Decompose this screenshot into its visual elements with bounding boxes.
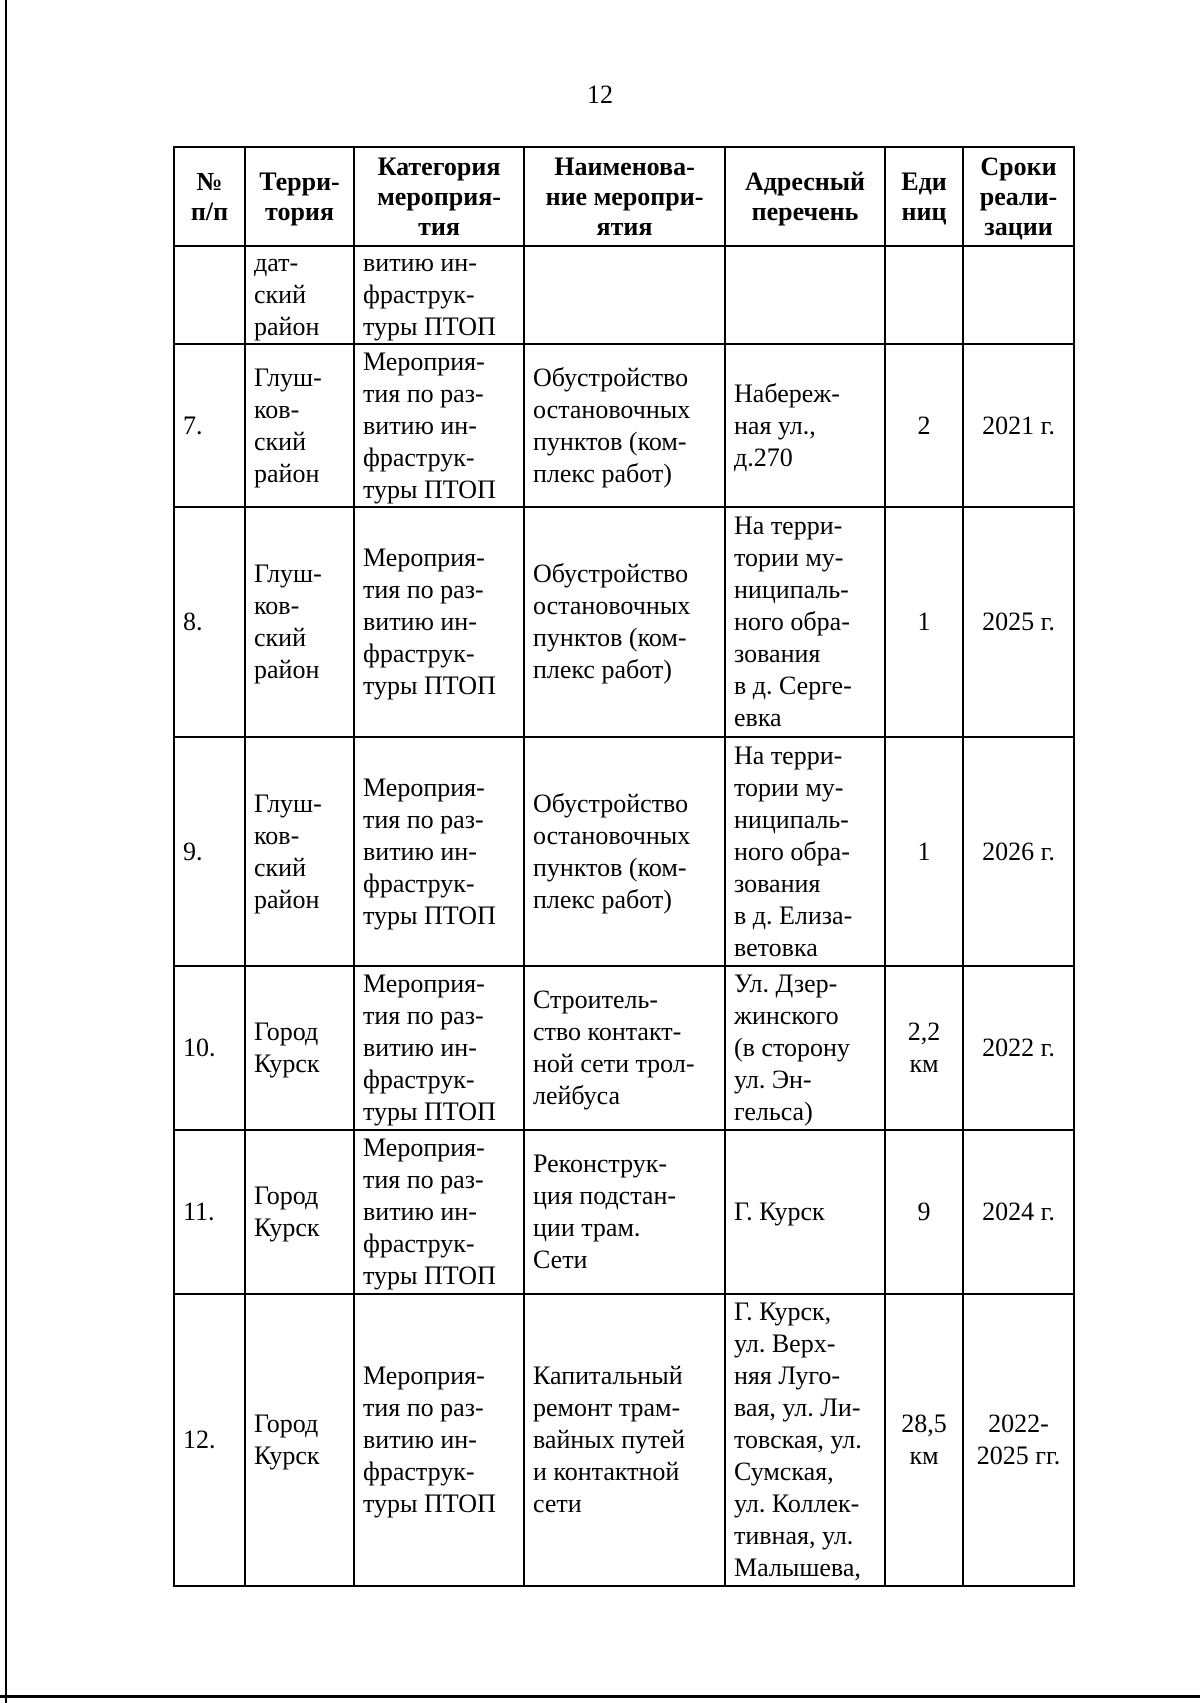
header-category: Категория мероприя- тия [354, 147, 524, 246]
row-number: 12. [174, 1294, 245, 1586]
row-units: 1 [885, 737, 963, 966]
row-address: Ул. Дзер- жинского (в сторону ул. Эн- гельса) [725, 966, 885, 1130]
header-address: Адресный перечень [725, 147, 885, 246]
measures-table [173, 146, 1075, 1587]
row-number: 10. [174, 966, 245, 1130]
row-number: 8. [174, 507, 245, 737]
row-term: 2022- 2025 гг. [963, 1294, 1074, 1586]
table-row [174, 737, 1074, 966]
row-category: Мероприя- тия по раз- витию ин- фраструк- туры ПТОП [354, 737, 524, 966]
row-term: 2024 г. [963, 1130, 1074, 1294]
row-territory: Глуш- ков- ский район [245, 737, 354, 966]
header-name: Наименова- ние меропри- ятия [524, 147, 725, 246]
row-address: На терри- тории му- ниципаль- ного обра- зования в д. Серге- евка [725, 507, 885, 737]
row-address [725, 246, 885, 344]
row-territory: Глуш- ков- ский район [245, 344, 354, 507]
row-units: 2 [885, 344, 963, 507]
header-term: Сроки реали- зации [963, 147, 1074, 246]
row-term: 2021 г. [963, 344, 1074, 507]
row-address: Г. Курск, ул. Верх- няя Луго- вая, ул. Ли- товская, ул. Сумская, ул. Коллек- тивная, ул. Малышева, [725, 1294, 885, 1586]
row-territory: Город Курск [245, 1130, 354, 1294]
table-row [174, 966, 1074, 1130]
row-address: Набереж- ная ул., д.270 [725, 344, 885, 507]
row-territory: Глуш- ков- ский район [245, 507, 354, 737]
row-units: 2,2 км [885, 966, 963, 1130]
row-name: Обустройство остановочных пунктов (ком- плекс работ) [524, 507, 725, 737]
row-number: 11. [174, 1130, 245, 1294]
row-units: 9 [885, 1130, 963, 1294]
row-name: Обустройство остановочных пунктов (ком- плекс работ) [524, 344, 725, 507]
row-territory: дат- ский район [245, 246, 354, 344]
row-territory: Город Курск [245, 1294, 354, 1586]
table-row [174, 1130, 1074, 1294]
row-category: Мероприя- тия по раз- витию ин- фраструк- туры ПТОП [354, 344, 524, 507]
row-name: Обустройство остановочных пунктов (ком- плекс работ) [524, 737, 725, 966]
row-term [963, 246, 1074, 344]
row-units [885, 246, 963, 344]
row-category: Мероприя- тия по раз- витию ин- фраструк- туры ПТОП [354, 1294, 524, 1586]
row-term: 2025 г. [963, 507, 1074, 737]
row-name: Реконструк- ция подстан- ции трам. Сети [524, 1130, 725, 1294]
table-row [174, 344, 1074, 507]
row-category: Мероприя- тия по раз- витию ин- фраструк- туры ПТОП [354, 1130, 524, 1294]
table-row [174, 507, 1074, 737]
row-number: 7. [174, 344, 245, 507]
header-territory: Терри- тория [245, 147, 354, 246]
scan-left-border [5, 0, 7, 1703]
scan-bottom-border [0, 1695, 1200, 1698]
row-number [174, 246, 245, 344]
row-name: Капитальный ремонт трам- вайных путей и контактной сети [524, 1294, 725, 1586]
row-name [524, 246, 725, 344]
header-units: Еди ниц [885, 147, 963, 246]
row-territory: Город Курск [245, 966, 354, 1130]
row-term: 2022 г. [963, 966, 1074, 1130]
header-number: № п/п [174, 147, 245, 246]
row-units: 28,5 км [885, 1294, 963, 1586]
row-category: Мероприя- тия по раз- витию ин- фраструк- туры ПТОП [354, 507, 524, 737]
row-name: Строитель- ство контакт- ной сети трол- лейбуса [524, 966, 725, 1130]
table-row [174, 1294, 1074, 1586]
row-term: 2026 г. [963, 737, 1074, 966]
row-address: Г. Курск [725, 1130, 885, 1294]
table-header-row [174, 147, 1074, 246]
row-number: 9. [174, 737, 245, 966]
row-units: 1 [885, 507, 963, 737]
table-row [174, 246, 1074, 344]
page-number: 12 [587, 80, 613, 109]
row-category: Мероприя- тия по раз- витию ин- фраструк- туры ПТОП [354, 966, 524, 1130]
row-address: На терри- тории му- ниципаль- ного обра- зования в д. Елиза- ветовка [725, 737, 885, 966]
row-category: витию ин- фраструк- туры ПТОП [354, 246, 524, 344]
